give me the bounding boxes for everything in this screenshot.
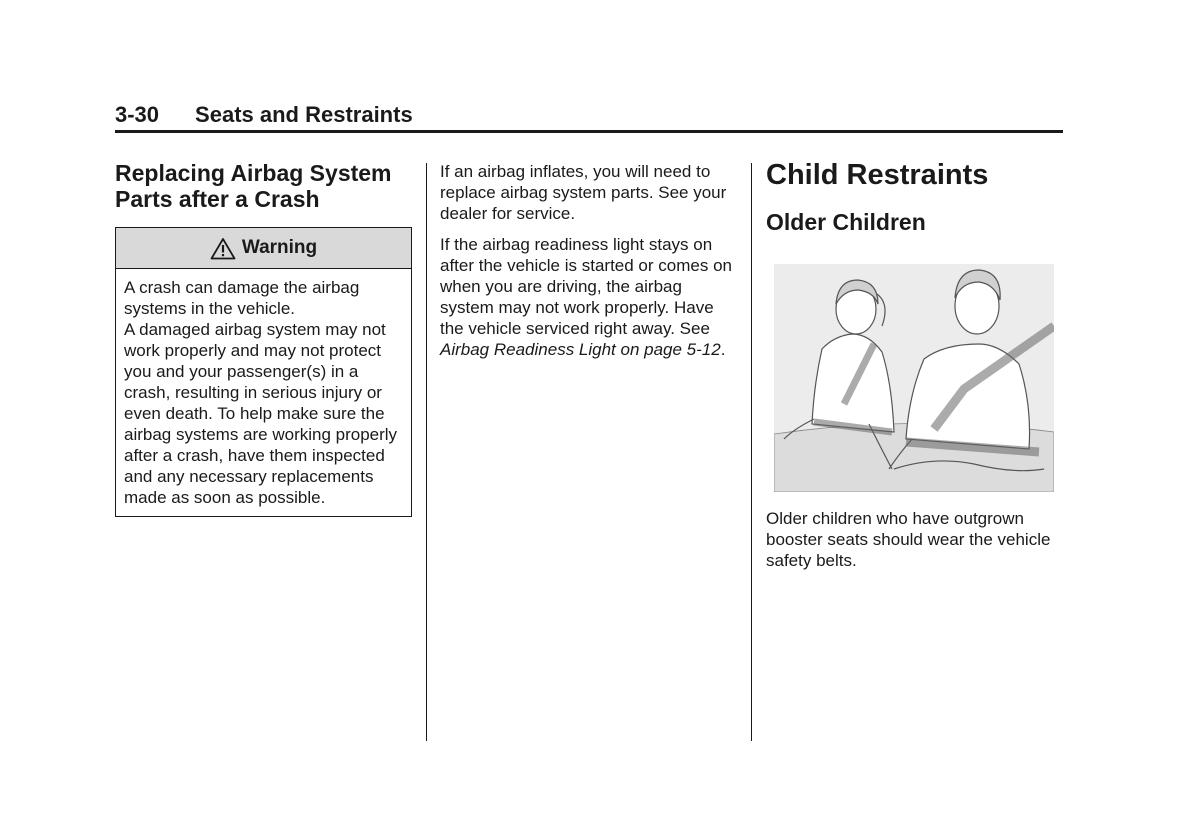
- column-divider-2: [751, 163, 752, 741]
- warning-triangle-icon: [210, 237, 236, 260]
- column-2: [440, 161, 740, 370]
- warning-header: [116, 228, 411, 269]
- warning-title: Warning: [241, 237, 318, 258]
- heading-child-restraints: Child Restraints: [766, 159, 989, 191]
- children-seatbelt-illustration: [774, 264, 1054, 492]
- column-1: [115, 160, 412, 517]
- warning-box: [115, 227, 412, 517]
- paragraph-airbag-inflates: If an airbag inflates, you will need to replace airbag system parts. See your dealer for service.: [440, 162, 727, 223]
- column-divider-1: [426, 163, 427, 741]
- paragraph-readiness-text: If the airbag readiness light stays on after the vehicle is started or comes on when you are driving, the airbag system may not work properly. Have the vehicle serviced right away. See: [440, 235, 732, 338]
- warning-paragraph: A damaged airbag system may not work properly and may not protect you and your passenger(s) in a crash, resulting in serious injury or even death. To help make sure the airbag systems are working properly after a crash, have them inspected and any necessary replacements made as soon as possible.: [124, 320, 398, 507]
- column-3: [766, 158, 1061, 236]
- older-children-paragraph: Older children who have outgrown booster seats should wear the vehicle safety belts.: [766, 509, 1051, 570]
- paragraph-readiness-light: [440, 234, 740, 360]
- warning-body: [116, 269, 411, 516]
- section-heading-replacing-parts: Replacing Airbag System Parts after a Crash: [115, 160, 392, 212]
- subheading-older-children: Older Children: [766, 209, 926, 235]
- warning-paragraph: A crash can damage the airbag systems in the vehicle.: [124, 278, 360, 318]
- section-title: Seats and Restraints: [195, 102, 413, 127]
- cross-reference-link[interactable]: Airbag Readiness Light on page 5-12: [440, 340, 721, 359]
- paragraph-end-punctuation: .: [720, 340, 726, 359]
- page-number: 3-30: [115, 102, 160, 127]
- header-rule: [115, 130, 1063, 133]
- page-header: [115, 101, 1063, 133]
